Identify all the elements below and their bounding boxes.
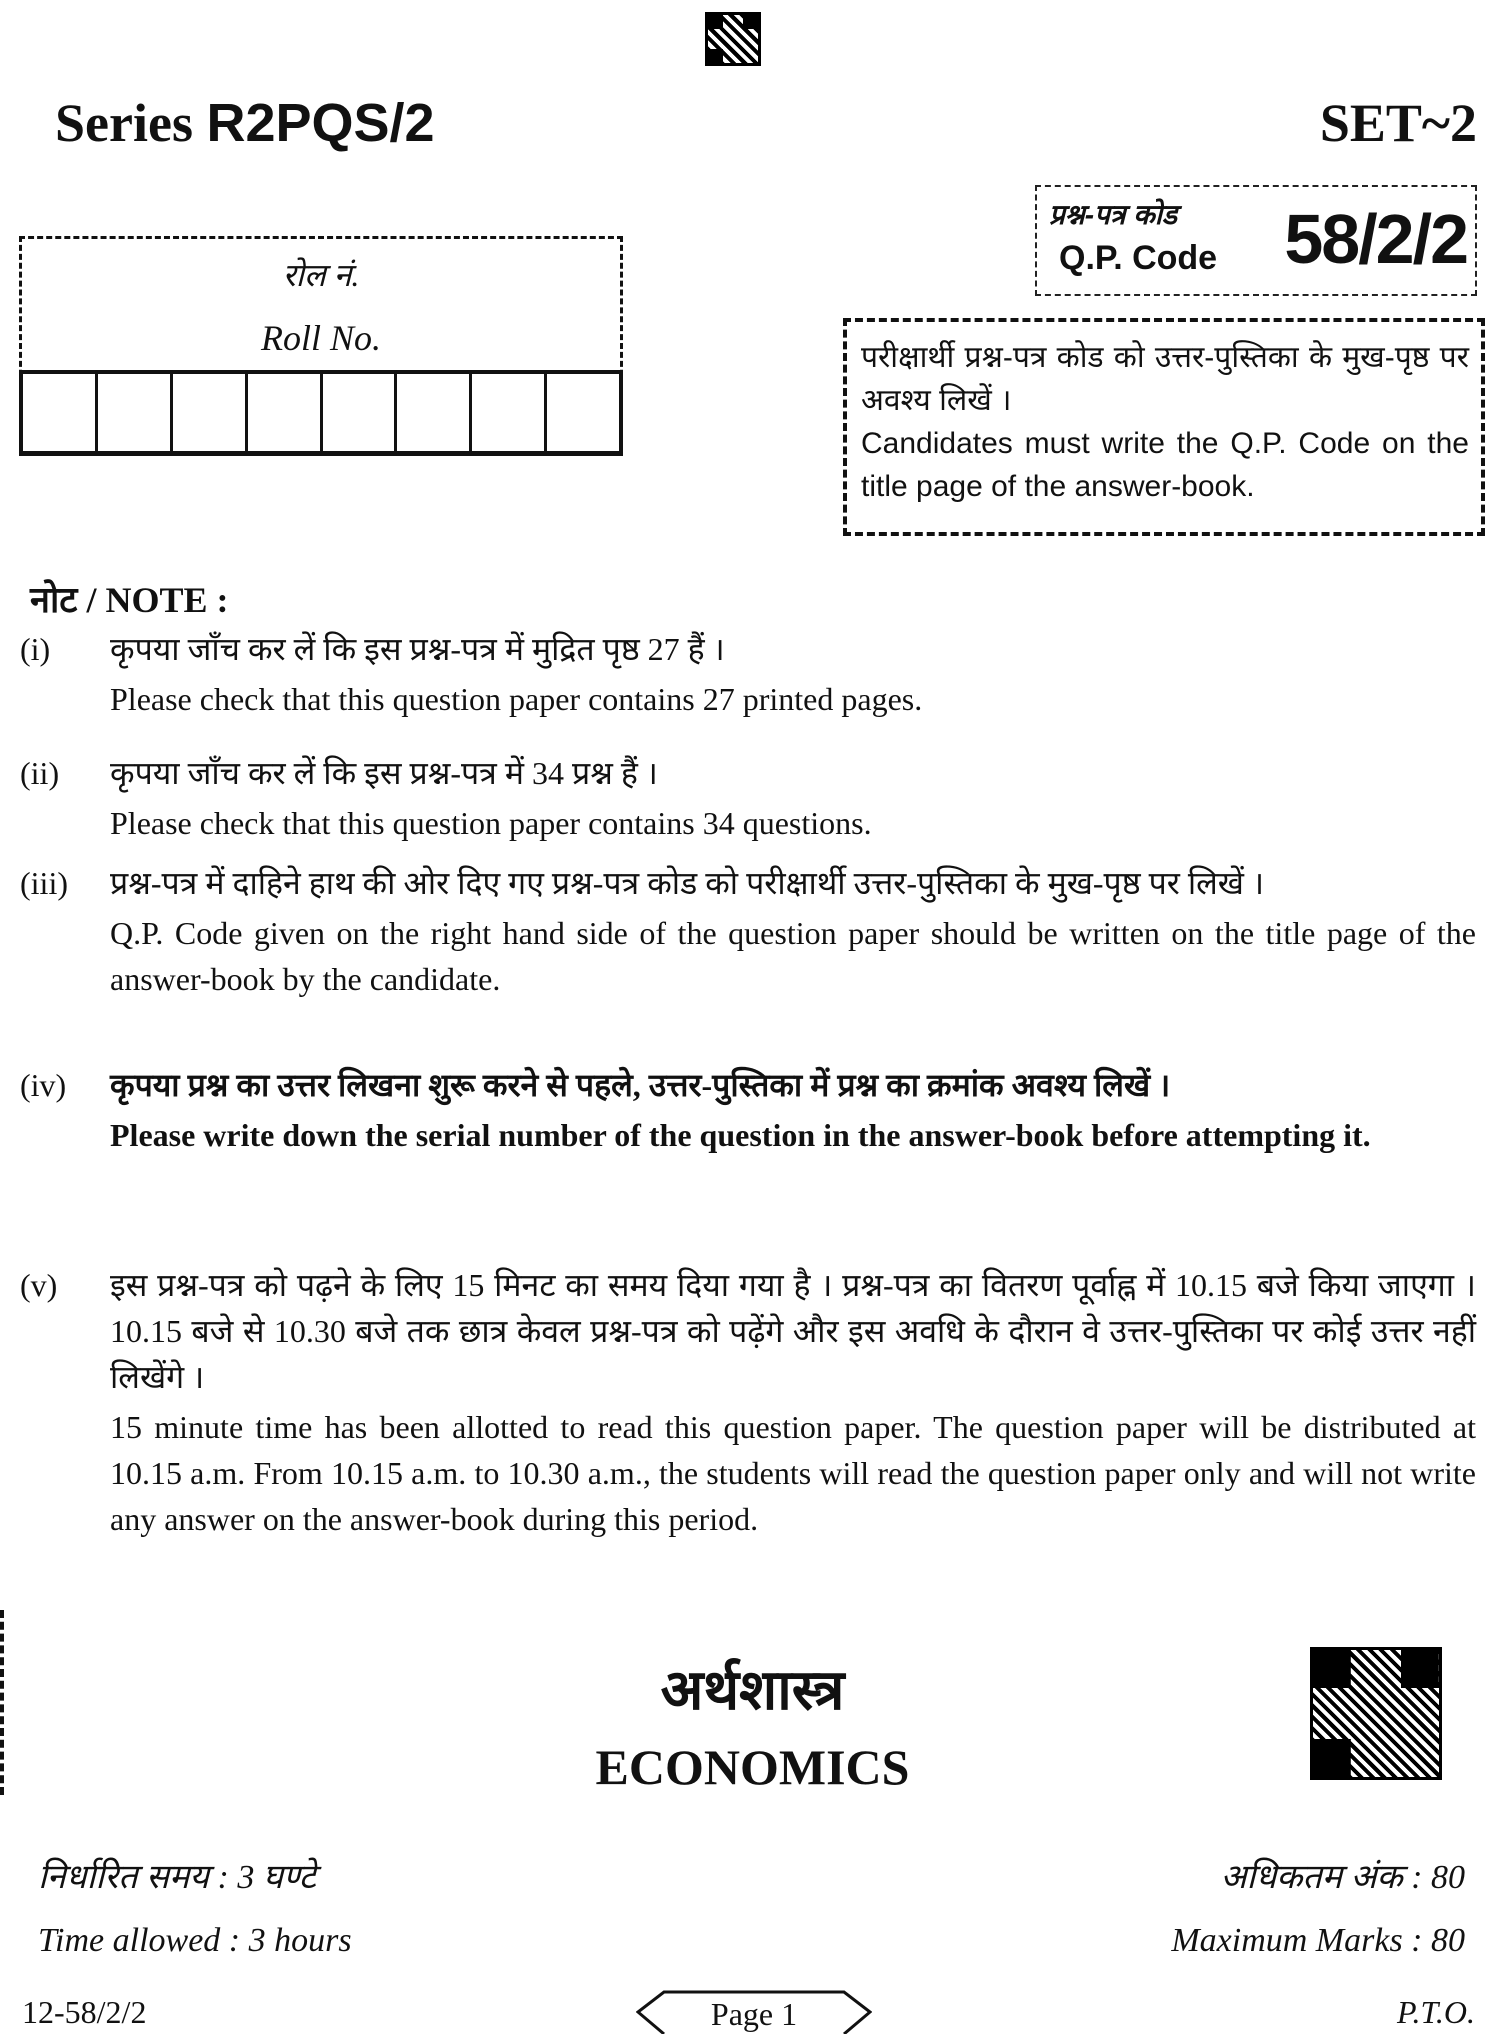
roll-cell[interactable] <box>397 374 472 451</box>
subject-title-english: ECONOMICS <box>595 1739 910 1795</box>
page-number: Page 1 <box>710 1996 798 2032</box>
roll-cell[interactable] <box>547 374 619 451</box>
note-item <box>20 1262 1476 1546</box>
note-hindi: प्रश्न-पत्र में दाहिने हाथ की ओर दिए गए प्रश्न-पत्र कोड को परीक्षार्थी उत्तर-पुस्तिका के मुख-पृष्ठ पर लिखें । <box>110 865 1265 901</box>
maximum-marks-hindi: अधिकतम अंक : 80 <box>1220 1859 1465 1896</box>
note-hindi: कृपया जाँच कर लें कि इस प्रश्न-पत्र में मुद्रित पृष्ठ 27 हैं । <box>110 631 725 667</box>
note-hindi: इस प्रश्न-पत्र को पढ़ने के लिए 15 मिनट का समय दिया गया है । प्रश्न-पत्र का वितरण पूर्वाह्न में 10.15 बजे किया जाएगा । 10.15 बजे से 10.30 बजे तक छात्र केवल प्रश्न-पत्र को पढ़ेंगे और इस अवधि के दौरान वे उत्तर-पुस्तिका पर कोई उत्तर नहीं लिखेंगे । <box>110 1267 1476 1395</box>
roll-cell[interactable] <box>98 374 173 451</box>
roll-label-english: Roll No. <box>260 318 381 358</box>
subject-qr-code <box>1310 1647 1442 1780</box>
note-label: (ii) <box>20 755 60 791</box>
series-code: R2PQS/2 <box>206 93 435 153</box>
note-label: (iv) <box>20 1067 67 1103</box>
qp-code-value: 58/2/2 <box>1284 200 1467 278</box>
note-item <box>20 860 1476 1006</box>
roll-number-box <box>19 236 623 456</box>
time-allowed-english: Time allowed : 3 hours <box>38 1922 352 1959</box>
roll-cell[interactable] <box>323 374 398 451</box>
top-qr-code <box>705 12 761 66</box>
series-heading <box>55 92 435 154</box>
note-heading: नोट / NOTE : <box>30 580 229 620</box>
series-label: Series <box>55 93 193 153</box>
roll-number-cells[interactable] <box>19 370 623 456</box>
note-english: Please write down the serial number of the question in the answer-book before attempting it. <box>110 1117 1371 1153</box>
page-number-badge <box>636 1990 872 2034</box>
roll-cell[interactable] <box>472 374 547 451</box>
candidate-instruction-box <box>843 318 1485 536</box>
qp-code-label-english: Q.P. Code <box>1059 239 1218 277</box>
note-english: 15 minute time has been allotted to read this question paper. The question paper will be distributed at 10.15 a.m. From 10.15 a.m. to 10.30 a.m., the students will read the question paper only and will not write any answer on the answer-book during this period. <box>110 1409 1476 1537</box>
roll-label-hindi: रोल नं. <box>282 257 360 293</box>
set-number: SET~2 <box>1319 93 1477 153</box>
note-english: Please check that this question paper contains 34 questions. <box>110 805 872 841</box>
roll-cell[interactable] <box>248 374 323 451</box>
note-hindi: कृपया प्रश्न का उत्तर लिखना शुरू करने से पहले, उत्तर-पुस्तिका में प्रश्न का क्रमांक अवश्य लिखें । <box>110 1067 1171 1103</box>
note-item <box>20 626 1476 726</box>
roll-cell[interactable] <box>23 374 98 451</box>
note-label: (v) <box>20 1267 58 1303</box>
note-english: Please check that this question paper contains 27 printed pages. <box>110 681 923 717</box>
candidate-note-hindi: परीक्षार्थी प्रश्न-पत्र कोड को उत्तर-पुस्तिका के मुख-पृष्ठ पर अवश्य लिखें । <box>861 341 1469 417</box>
note-label: (i) <box>20 631 51 667</box>
note-label: (iii) <box>20 865 68 901</box>
note-english: Q.P. Code given on the right hand side of the question paper should be written on the title page of the answer-book by the candidate. <box>110 915 1476 997</box>
subject-title-hindi: अर्थशास्त्र <box>660 1660 845 1722</box>
note-hindi: कृपया जाँच कर लें कि इस प्रश्न-पत्र में 34 प्रश्न हैं । <box>110 755 658 791</box>
time-allowed-hindi: निर्धारित समय : 3 घण्टे <box>38 1859 316 1896</box>
candidate-note-english: Candidates must write the Q.P. Code on the title page of the answer-book. <box>861 427 1469 503</box>
paper-code-footer: 12-58/2/2 <box>22 1994 147 2030</box>
note-item <box>20 750 1476 850</box>
qp-code-label-hindi: प्रश्न-पत्र कोड <box>1049 199 1177 230</box>
qp-code-box <box>1035 185 1477 296</box>
note-item <box>20 1062 1476 1162</box>
roll-cell[interactable] <box>173 374 248 451</box>
maximum-marks-english: Maximum Marks : 80 <box>1171 1922 1465 1959</box>
pto-label: P.T.O. <box>1397 1994 1475 2030</box>
